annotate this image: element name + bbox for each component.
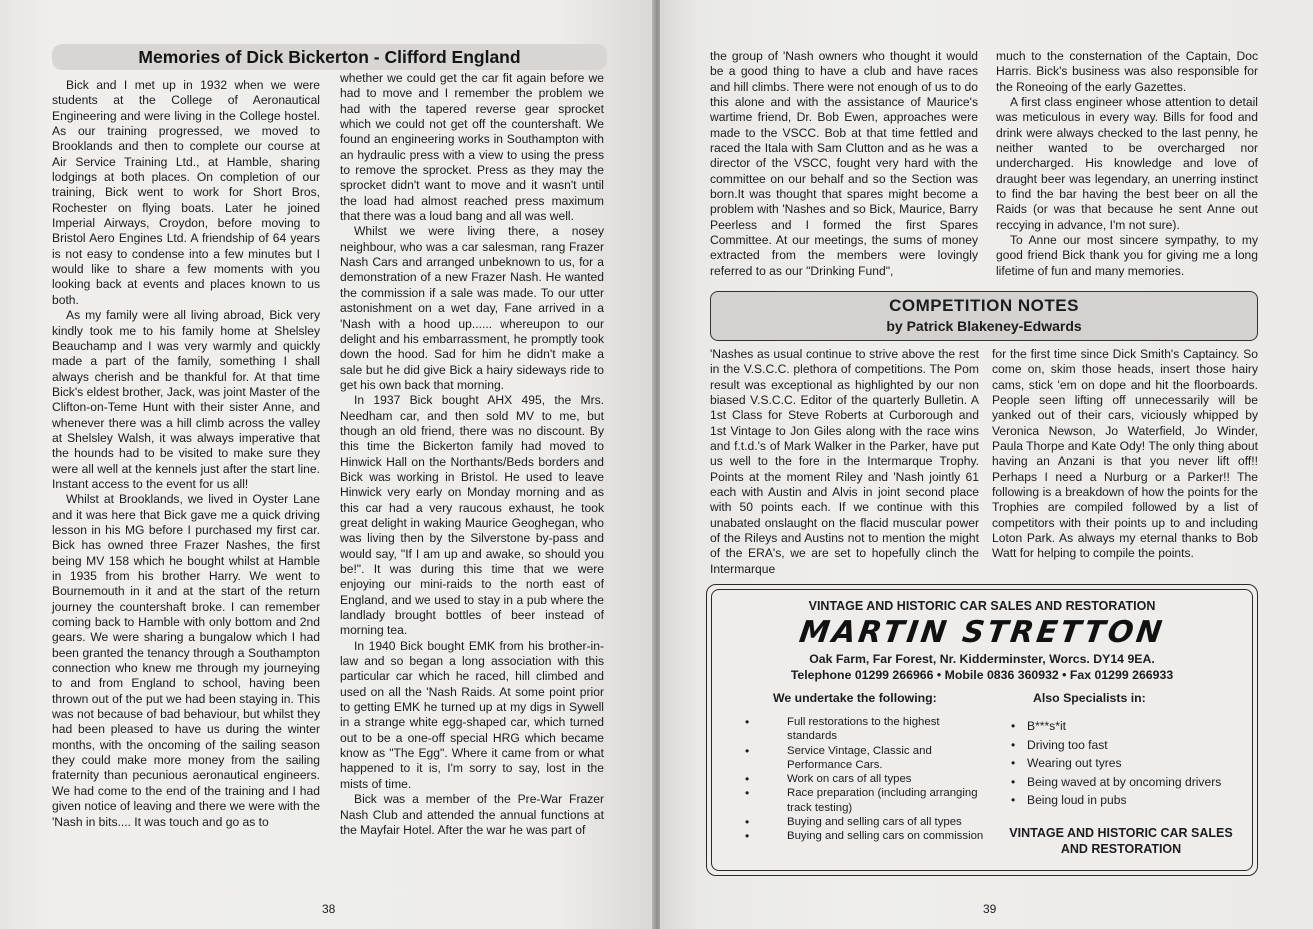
list-item: • Driving too fast	[1027, 736, 1257, 755]
paragraph: Bick was a member of the Pre-War Frazer Nash Club and attended the annual functions at the Mayfair Hotel. After the war he was part of	[340, 792, 604, 837]
bullet-icon: •	[1011, 719, 1016, 733]
bullet-icon: •	[745, 815, 750, 830]
ad-logo: MARTIN STRETTON	[797, 615, 1167, 650]
ad-footer: VINTAGE AND HISTORIC CAR SALES AND RESTORATION	[1009, 826, 1233, 856]
list-item: • Being loud in pubs	[1027, 791, 1257, 810]
paragraph: To Anne our most sincere sympathy, to my good friend Bick thank you for giving me a long lifetime of fun and many memories.	[996, 233, 1258, 278]
left-page	[0, 0, 654, 929]
paragraph: much to the consternation of the Captain, Doc Harris. Bick's business was also responsible for the Roneoing of the early Gazettes.	[996, 49, 1258, 94]
list-item: • Race preparation (including arranging track testing)	[745, 786, 978, 814]
paragraph: In 1937 Bick bought AHX 495, the Mrs. Needham car, and then sold MV to me, but though an old friend, there was no discount. By this time the Bickerton family had moved to Hinwick Hall on the Northants/Beds borders and Bick was working in Bristol. He used to leave Hinwick very early on Monday morning and as this car had a very raucous exhaust, he took great delight in waking Maurice Geoghegan, who was living then by the Silverstone by-pass and would say, "If I am up and awake, so should you be!". It was during this time that we were enjoying our mini-raids to the north east of England, and we used to stay in a pub where the landlady brought bottles of beer instead of morning tea.	[340, 393, 604, 638]
bullet-icon: •	[1011, 793, 1016, 808]
list-item: • Work on cars of all types	[745, 772, 912, 787]
right-column-4	[992, 347, 1258, 562]
list-item: • Service Vintage, Classic and Performance Cars.	[745, 743, 932, 771]
list-item: • B***s*it	[1027, 717, 1257, 736]
paragraph: 'Nashes as usual continue to strive above the rest in the V.S.C.C. plethora of competitions. The Pom result was exceptional as highlighted by our non biased V.S.C.C. Editor of the quarterly Bulletin. A 1st Class for Steve Roberts at Curborough and 1st Vintage to Jon Giles along with the race wins and f.t.d.'s of Mark Walker in the Parker, have put us well to the fore in the Intermarque Trophy. Points at the moment Riley and 'Nash jointly 61 each with Austin and Alvis in joint second place with 50 points each. If we continue with this unabated onslaught on the flacid muscular power of the Rileys and Austins not to mention the might of the ERA's, we are set to hopefully clinch the Intermarque	[710, 347, 979, 576]
section-byline: by Patrick Blakeney-Edwards	[886, 318, 1082, 334]
paragraph: Whilst we were living there, a nosey neighbour, who was a car salesman, rang Frazer Nash Cars and arranged unbeknown to us, for a demonstration of a new Frazer Nash. He wanted the commission if a sale was made. To our utter astonishment on a wet day, Fane arrived in a 'Nash with a hood up...... whereupon to our delight and his embarrassment, he promptly took down the hood. Sad for him he didn't make a sale but he did give Bick a hairy sideways ride to get his own back that morning.	[340, 224, 604, 392]
paragraph: Whilst at Brooklands, we lived in Oyster Lane and it was here that Bick gave me a quick driving lesson in his MG before I purchased my first car. Bick has owned three Frazer Nashes, the first being MV 158 which he bought whilst at Hamble in 1935 from his brother Harry. We went to Bournemouth in it and at the start of the return journey the countershaft broke. I can remember coming back to Hamble with only bottom and 2nd gears. We were sharing a bungalow which I had been granted the tenancy through a Southampton connection who knew me through my journeying to and from England to school, having been thrown out of the put we had been staying in. This was not because of bad behaviour, but whilst they had been pleased to have us during the winter months, with the oncoming of the sailing season they could make more money from the sailing fraternity than pecunious aeronautical engineers. We had come to the end of the training and I had given notice of leaving and there we were with the 'Nash in bits.... It was touch and go as to	[52, 492, 320, 829]
bullet-icon: •	[1011, 737, 1016, 752]
list-item: • Buying and selling cars of all types	[745, 815, 962, 830]
ad-phones: Telephone 01299 266966 • Mobile 0836 360932 • Fax 01299 266933	[790, 668, 1174, 682]
left-column-1	[52, 78, 320, 830]
bullet-icon: •	[745, 829, 750, 844]
list-item: • Being waved at by oncoming drivers	[1027, 773, 1257, 792]
right-column-2	[996, 49, 1258, 279]
paragraph: the group of 'Nash owners who thought it would be a good thing to have a club and have races and hill climbs. There were not enough of us to do this alone and with the assistance of Maurice's wartime friend, Dr. Bob Ewen, approaches were made to the VSCC. Bob at that time fettled and raced the Itala with Sam Clutton and as he was a director of the VSCC, fought very hard with the committee on our behalf and so the Section was born.It was thought that spares might become a problem with 'Nashes and so Bick, Maurice, Barry Peerless and I formed the first Spares Committee. At our meetings, the sums of money extracted from the members were lovingly referred to as our "Drinking Fund",	[710, 49, 978, 278]
bullet-icon: •	[745, 786, 750, 801]
competition-notes-banner	[710, 291, 1258, 341]
paragraph: As my family were all living abroad, Bick very kindly took me to his family home at Shelsley Beauchamp and I was very warmly and quickly made a part of the family, something I shall always cherish and be thankful for. At that time Bick's eldest brother, Jack, was joint Master of the Clifton-on-Teme Hunt with their sister Anne, and whenever there was a hill climb across the valley at Shelsley Walsh, it was always imperative that the hounds had to be visited to make sure they were all well at the kennels just after the start line. Instant access to the event for us all!	[52, 308, 320, 491]
paragraph: A first class engineer whose attention to detail was meticulous in every way. Bills for food and drink were always checked to the last penny, he neither wanted to be overcharged nor undercharged. His knowledge and love of draught beer was legendary, an unerring instinct to find the bar having the best beer on all the Raids (or was that because he sent Anne out reccying in advance, I'm not sure).	[996, 95, 1258, 232]
right-page	[660, 0, 1313, 929]
specialists-heading: Also Specialists in:	[1033, 691, 1146, 705]
specialists-list	[1011, 717, 1257, 810]
bullet-icon: •	[1011, 756, 1016, 771]
paragraph: whether we could get the car fit again before we had to move and I remember the problem we had with the tapered reverse gear sprocket which we could not get off the countershaft. We found an engineering works in Southampton with an hydraulic press with a view to using the press to remove the sprocket. Press as they may the sprocket didn't want to move and it wasn't until the load had almost reached press maximum that there was a loud bang and all was well.	[340, 71, 604, 224]
ad-contact	[707, 651, 1257, 683]
ad-header: VINTAGE AND HISTORIC CAR SALES AND RESTORATION	[808, 599, 1156, 613]
services-heading: We undertake the following:	[773, 691, 937, 705]
paragraph: In 1940 Bick bought EMK from his brother-in-law and so began a long association with this particular car which he raced, hill climbed and used on all the 'Nash Raids. At some point prior to getting EMK he turned up at my digs in Sywell in a strange white egg-shaped car, which turned out to be a one-off special HRG which became know as "The Egg". Where it came from or what happened to it is, I'm sorry to say, lost in the mists of time.	[340, 638, 604, 791]
advertisement	[706, 584, 1258, 876]
paragraph: for the first time since Dick Smith's Captaincy. So come on, skim those heads, insert those hairy cams, stick 'em on dope and hit the floorboards. People seen lifting off unnecessarily will be yanked out of their cars, viciously whipped by Veronica Newson, Jo Waterfield, Jo Winder, Paula Thorpe and Kate Ody! The only thing about having an Anzani is that you never lift off!! Perhaps I need a Nurburg or a Parker!! The following is a breakdown of how the points for the Trophies are compiled followed by a list of competitors with their points up to and including Loton Park. As always my eternal thanks to Bob Watt for helping to compile the points.	[992, 347, 1258, 561]
services-list	[745, 715, 987, 844]
bullet-icon: •	[745, 715, 750, 729]
left-column-2	[340, 71, 604, 838]
article-title: Memories of Dick Bickerton - Clifford England	[138, 47, 521, 67]
bullet-icon: •	[1011, 774, 1016, 789]
page-number: 38	[322, 902, 336, 916]
paragraph: Bick and I met up in 1932 when we were students at the College of Aeronautical Engineering and were living in the College hostel. As our training progressed, we moved to Brooklands and then to complete our course at Air Service Training Ltd., at Hamble, sharing lodgings at both places. On completion of our training, Bick went to work for Short Bros, Rochester on flying boats. Later he joined Imperial Airways, Croydon, before moving to Bristol Aero Engines Ltd. A friendship of 64 years is not easy to condense into a few minutes but I would like to share a few moments with you looking back at events and places known to us both.	[52, 78, 320, 307]
list-item: • Buying and selling cars on commission	[745, 829, 984, 844]
list-item: • Full restorations to the highest standards	[745, 715, 940, 743]
list-item: • Wearing out tyres	[1027, 754, 1257, 773]
bullet-icon: •	[745, 772, 750, 787]
right-column-1	[710, 49, 978, 279]
bullet-icon: •	[745, 743, 750, 758]
page-number: 39	[983, 902, 997, 916]
ad-address: Oak Farm, Far Forest, Nr. Kidderminster, Worcs. DY14 9EA.	[809, 652, 1155, 666]
right-column-3	[710, 347, 979, 577]
section-title: COMPETITION NOTES	[889, 296, 1079, 315]
